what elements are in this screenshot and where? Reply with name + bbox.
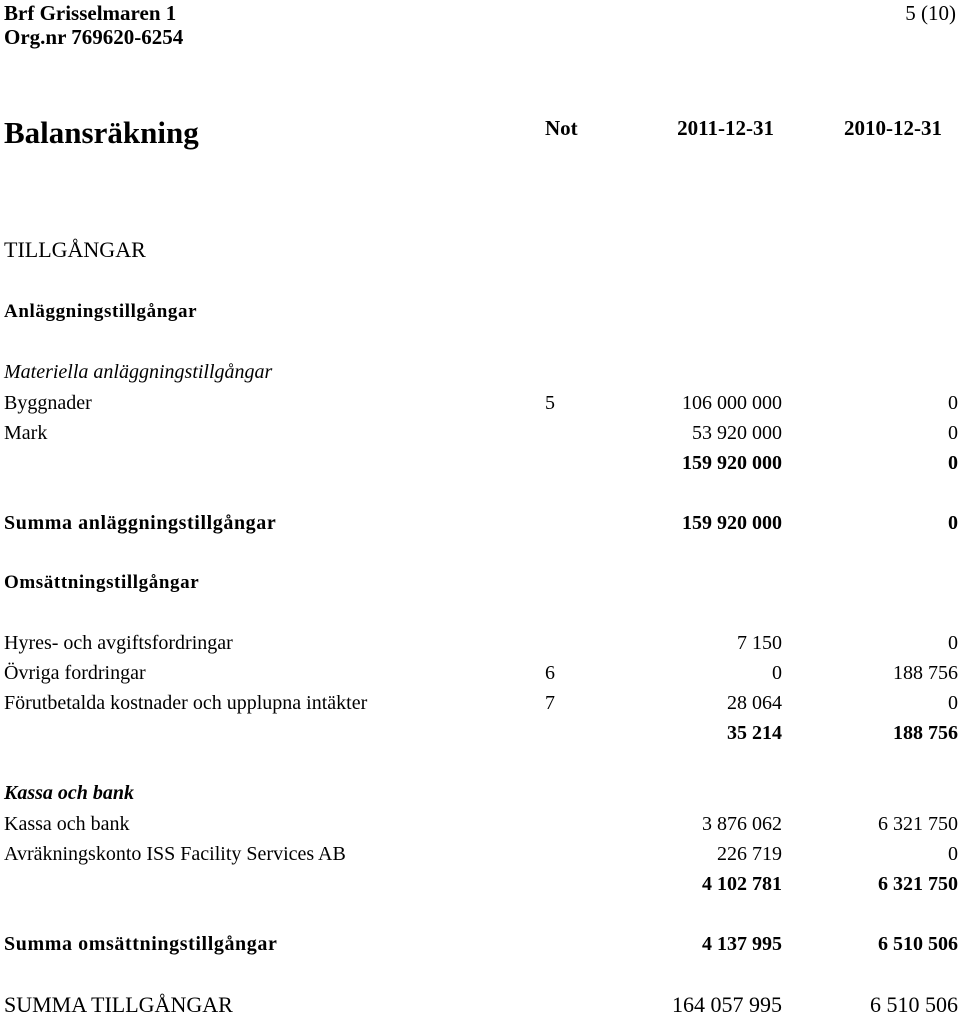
grand-total-label: SUMMA TILLGÅNGAR <box>4 992 233 1017</box>
row-value-year1: 7 150 <box>737 632 782 654</box>
current-assets-total-label: Summa omsättningstillgångar <box>4 933 278 955</box>
row-value-year1: 0 <box>772 662 782 684</box>
row-note: 5 <box>545 392 555 414</box>
row-value-year2: 0 <box>948 632 958 654</box>
grand-total-year2: 6 510 506 <box>870 992 958 1017</box>
row-label: Kassa och bank <box>4 813 130 835</box>
tangible-assets-heading: Materiella anläggningstillgångar <box>4 361 273 383</box>
subtotal-year1: 35 214 <box>727 722 782 744</box>
organization-name: Brf Grisselmaren 1 <box>4 1 177 25</box>
row-label: Övriga fordringar <box>4 662 146 684</box>
fixed-assets-total-year2: 0 <box>948 512 958 534</box>
current-assets-heading: Omsättningstillgångar <box>4 572 200 593</box>
fixed-assets-heading: Anläggningstillgångar <box>4 301 198 322</box>
organization-number: Org.nr 769620-6254 <box>4 25 184 49</box>
row-value-year2: 0 <box>948 692 958 714</box>
subtotal-year1: 4 102 781 <box>702 873 782 895</box>
page-title: Balansräkning <box>4 115 199 150</box>
current-assets-total-year2: 6 510 506 <box>878 933 958 955</box>
section-heading-assets: TILLGÅNGAR <box>4 237 146 262</box>
fixed-assets-total-year1: 159 920 000 <box>682 512 782 534</box>
column-header-year2: 2010-12-31 <box>844 116 942 140</box>
row-value-year2: 188 756 <box>893 662 958 684</box>
row-value-year1: 106 000 000 <box>682 392 782 414</box>
current-assets-total-year1: 4 137 995 <box>702 933 782 955</box>
row-value-year2: 0 <box>948 422 958 444</box>
subtotal-year2: 0 <box>948 452 958 474</box>
column-header-note: Not <box>545 116 578 140</box>
subtotal-year2: 6 321 750 <box>878 873 958 895</box>
page-number: 5 (10) <box>905 1 956 25</box>
row-label: Förutbetalda kostnader och upplupna intäkter <box>4 692 368 714</box>
row-value-year1: 226 719 <box>717 843 782 865</box>
row-note: 6 <box>545 662 555 684</box>
row-note: 7 <box>545 692 555 714</box>
row-label: Byggnader <box>4 392 92 414</box>
row-value-year2: 0 <box>948 392 958 414</box>
row-value-year2: 6 321 750 <box>878 813 958 835</box>
column-header-year1: 2011-12-31 <box>677 116 774 140</box>
subtotal-year2: 188 756 <box>893 722 958 744</box>
fixed-assets-total-label: Summa anläggningstillgångar <box>4 512 277 534</box>
grand-total-year1: 164 057 995 <box>672 992 782 1017</box>
row-label: Hyres- och avgiftsfordringar <box>4 632 233 654</box>
subtotal-year1: 159 920 000 <box>682 452 782 474</box>
row-value-year1: 53 920 000 <box>692 422 782 444</box>
row-label: Mark <box>4 422 48 444</box>
row-label: Avräkningskonto ISS Facility Services AB <box>4 843 346 865</box>
row-value-year2: 0 <box>948 843 958 865</box>
row-value-year1: 28 064 <box>727 692 782 714</box>
cash-heading: Kassa och bank <box>4 782 135 804</box>
row-value-year1: 3 876 062 <box>702 813 782 835</box>
